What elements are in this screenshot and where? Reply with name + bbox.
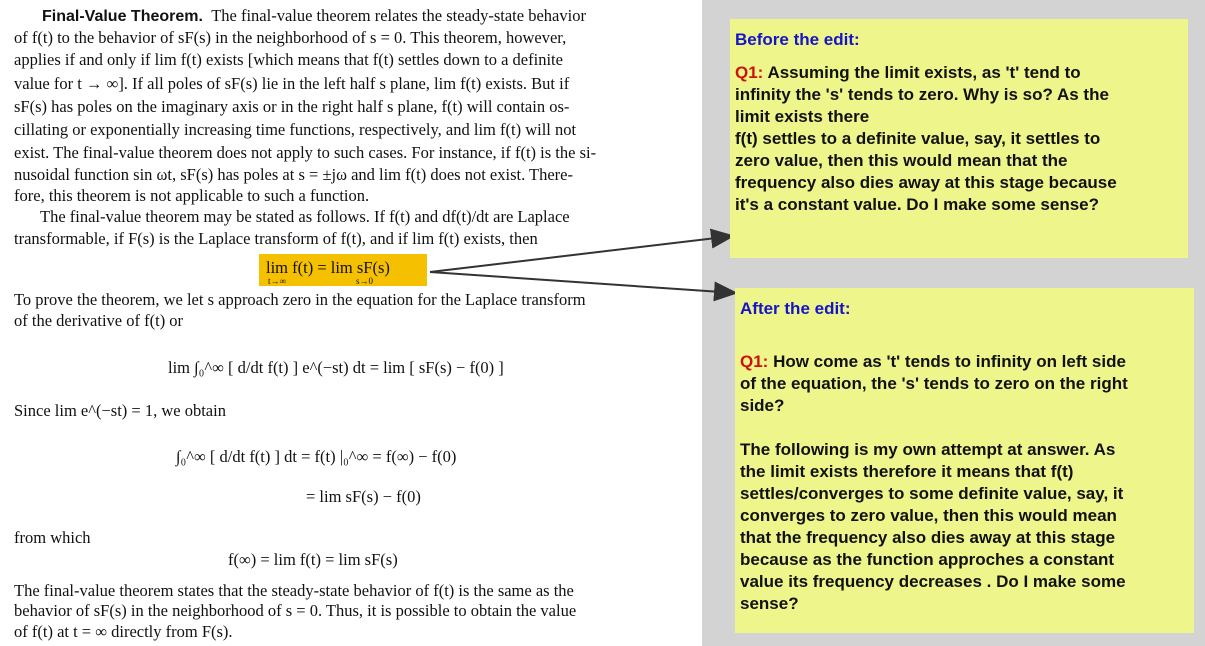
after-a-line-5: because as the function approches a constant	[740, 550, 1115, 569]
before-edit-note	[730, 19, 1188, 258]
after-a-line-1: the limit exists therefore it means that f(t)	[740, 462, 1074, 481]
after-q-text-0: How come as 't' tends to infinity on left side	[773, 352, 1126, 371]
after-a-line-7: sense?	[740, 594, 799, 613]
before-edit-heading: Before the edit:	[735, 30, 860, 49]
p3-line-2: of the derivative of f(t) or	[14, 311, 184, 330]
after-edit-heading: After the edit:	[740, 299, 851, 318]
p4-line-1: The final-value theorem states that the steady-state behavior of f(t) is the same as the	[14, 581, 574, 600]
p3-line-1: To prove the theorem, we let s approach zero in the equation for the Laplace transform	[14, 290, 586, 309]
before-line-6: it's a constant value. Do I make some sense?	[735, 195, 1100, 214]
from-which: from which	[14, 528, 91, 547]
since-line: Since lim e^(−st) = 1, we obtain	[14, 401, 226, 420]
p1-l1-text: The final-value theorem relates the steady-state behavior	[211, 6, 586, 25]
before-line-5: frequency also dies away at this stage because	[735, 173, 1117, 192]
before-line-2: limit exists there	[735, 107, 870, 126]
after-edit-question	[740, 351, 1128, 417]
equation-2b: = lim sF(s) − f(0)	[306, 487, 421, 506]
before-line-1: infinity the 's' tends to zero. Why is so? As the	[735, 85, 1109, 104]
highlighted-equation: lim f(t) = lim sF(s)	[266, 258, 390, 277]
arrow-to-after-note	[430, 272, 736, 293]
p2-line-2: transformable, if F(s) is the Laplace transform of f(t), and if lim f(t) exists, then	[14, 229, 538, 248]
p1-line-5: sF(s) has poles on the imaginary axis or in the right half s plane, f(t) will contain os-	[14, 97, 570, 116]
equation-3: f(∞) = lim f(t) = lim sF(s)	[228, 550, 398, 569]
p1-line-6: cillating or exponentially increasing time functions, respectively, and lim f(t) will not	[14, 120, 577, 139]
p4-line-3: of f(t) at t = ∞ directly from F(s).	[14, 622, 233, 641]
equation-2a: ∫₀^∞ [ d/dt f(t) ] dt = f(t) |₀^∞ = f(∞) − f(0)	[176, 447, 457, 466]
after-q-line-2: side?	[740, 396, 785, 415]
before-line-0	[735, 62, 1117, 84]
after-a-line-3: converges to zero value, then this would mean	[740, 506, 1117, 525]
p1-line-2: of f(t) to the behavior of sF(s) in the neighborhood of s = 0. This theorem, however,	[14, 28, 567, 47]
after-a-line-4: that the frequency also dies away at this stage	[740, 528, 1116, 547]
before-edit-body	[735, 62, 1117, 216]
p1-line-9: fore, this theorem is not applicable to such a function.	[14, 186, 370, 205]
after-a-line-0: The following is my own attempt at answer. As	[740, 440, 1116, 459]
arrow-to-before-note	[430, 236, 733, 272]
p1-line-3: applies if and only if lim f(t) exists [which means that f(t) settles down to a definite	[14, 50, 563, 69]
after-q-line-1: of the equation, the 's' tends to zero on the right	[740, 374, 1128, 393]
highlight-sub-s: s→0	[356, 276, 374, 286]
equation-1: lim ∫₀^∞ [ d/dt f(t) ] e^(−st) dt = lim [ sF(s) − f(0) ]	[168, 358, 504, 377]
highlight-sub-t: t→∞	[268, 276, 286, 286]
p1-line-7: exist. The final-value theorem does not apply to such cases. For instance, if f(t) is the si-	[14, 143, 597, 162]
after-a-line-6: value its frequency decreases . Do I make some	[740, 572, 1126, 591]
section-heading: Final-Value Theorem.	[42, 8, 203, 25]
before-line-3: f(t) settles to a definite value, say, it settles to	[735, 129, 1101, 148]
after-a-line-2: settles/converges to some definite value, say, it	[740, 484, 1124, 503]
before-q-label: Q1:	[735, 63, 764, 82]
after-q-label: Q1:	[740, 352, 769, 371]
after-edit-note	[735, 288, 1194, 633]
p1-line-8: nusoidal function sin ωt, sF(s) has poles at s = ±jω and lim f(t) does not exist. There-	[14, 165, 573, 184]
after-q-line-0	[740, 351, 1128, 373]
p1-line-4: value for t → ∞]. If all poles of sF(s) lie in the left half s plane, lim f(t) exists. But if	[14, 74, 570, 93]
p2-line-1: The final-value theorem may be stated as follows. If f(t) and df(t)/dt are Laplace	[40, 207, 570, 226]
before-text-0: Assuming the limit exists, as 't' tend to	[767, 63, 1081, 82]
before-line-4: zero value, then this would mean that the	[735, 151, 1068, 170]
after-edit-answer	[740, 439, 1126, 615]
p4-line-2: behavior of sF(s) in the neighborhood of s = 0. Thus, it is possible to obtain the value	[14, 601, 577, 620]
